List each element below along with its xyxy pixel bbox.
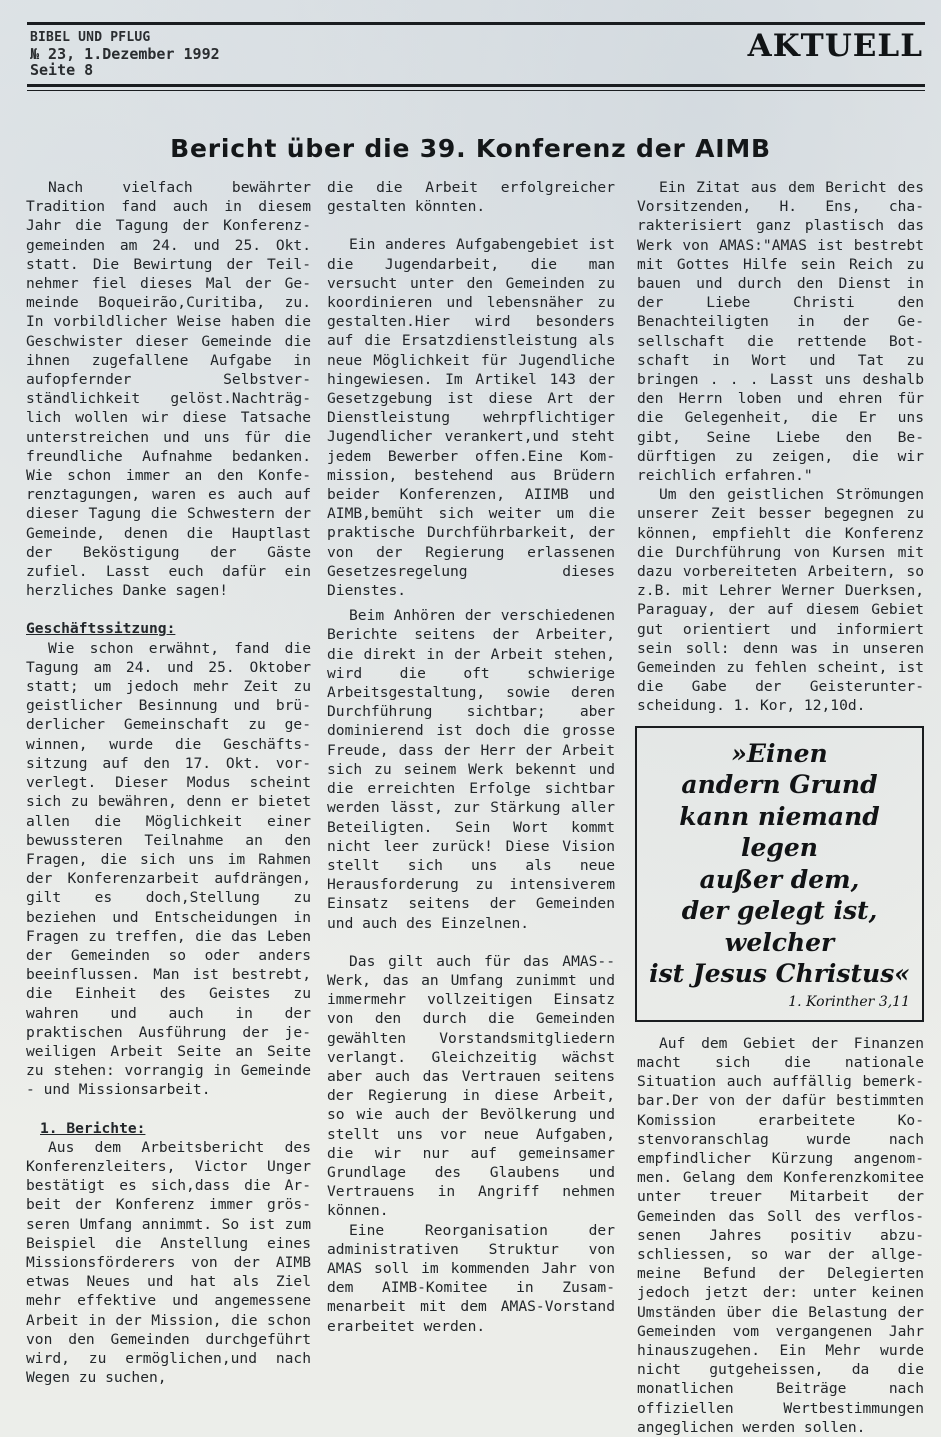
paragraph: Wie schon erwähnt, fand die Tagung am 24. und 25. Oktober statt; um jedoch mehr Zeit zu geistlicher Besinnung und brüderlicher Gemeinschaft zu gewinnen, wurde die Geschäftssitzung auf den 17. Okt. vorverlegt. Dieser Modus scheint sich zu bewähren, denn er bietet allen die Möglichkeit einer bewussteren Teilnahme an den Fragen, die sich uns im Rahmen der Konferenzarbeit aufdrängen, gilt es doch,Stellung zu beziehen und Entscheidungen in Fragen zu treffen, die das Leben der Gemeinden so oder anders beeinflussen. Man ist bestrebt, die Einheit des Geistes zu wahren und auch in der praktischen Ausführung der jeweiligen Arbeit Seite an Seite zu stehen: vorrangig in Gemeinde - und Missionsarbeit. (26, 639, 311, 1099)
page-line: Seite 8 (30, 61, 94, 79)
paragraph: Beim Anhören der verschiedenen Berichte seitens der Arbeiter, die direkt in der Arbeit stehen, wird die oft schwierige Arbeitsgestaltung, sowie deren Durchführung sichtbar; aber dominierend ist doch die grosse Freude, dass der Herr der Arbeit sich zu seinem Werk bekennt und die erreichten Erfolge sichtbar werden lässt, zur Stärkung aller Beteiligten. Sein Wort kommt nicht leer zurück! Diese Vision stellt sich uns als neue Herausforderung zu intensiverem Einsatz seitens der Gemeinden und auch des Einzelnen. (327, 607, 615, 932)
article-headline: Bericht über die 39. Konferenz der AIMB (170, 133, 771, 163)
quote-line: andern Grund (681, 770, 878, 800)
quote-line: außer dem, (699, 864, 860, 894)
top-rule (27, 22, 925, 25)
paragraph: Das gilt auch für das AMAS--Werk, das an Umfang zunimmt und immermehr vollzeitigen Einsatz von den durch die Gemeinden gewählten Vorstandsmitgliedern verlangt. Gleichzeitig wächst aber auch das Vertrauen seitens der Regierung in diese Arbeit, so wie auch der Bevölkerung und stellt uns vor neue Aufgaben, die wir nur auf gemeinsamer Grundlage des Glaubens und Vertrauens in Angriff nehmen können. (327, 952, 615, 1220)
quote-line: kann niemand legen (679, 801, 880, 863)
paragraph: Um den geistlichen Strömungen unserer Zeit besser begegnen zu können, empfiehlt die Konferenz die Durchführung von Kursen mit dazu vorbereiteten Arbeitern, so z.B. mit Lehrer Werner Duerksen, Paraguay, der auf diesem Gebiet gut orientiert und informiert sein soll: denn was in unseren Gemeinden zu fehlen scheint, ist die Gabe der Geisterunterscheidung. 1. Kor, 12,10d. (637, 486, 924, 715)
quote-line: »Einen (731, 738, 828, 768)
paragraph: Nach vielfach bewährter Tradition fand auch in diesem Jahr die Tagung der Konferenzgemeinden am 24. und 25. Okt. statt. Die Bewirtung der Teilnehmer fiel dieses Mal der Gemeinde Boqueirão,Curitiba, zu. In vorbildlicher Weise haben die Geschwister dieser Gemeinde die ihnen zugefallene Aufgabe in aufopfernder Selbstverständlichkeit gelöst.Nachträglich wollen wir diese Tatsache unterstreichen und uns für die freundliche Aufnahme bedanken. Wie schon immer an den Konferenztagungen, waren es auch auf dieser Tagung die Schwestern der Gemeinde, denen die Hauptlast der Beköstigung der Gäste zufiel. Lasst euch dafür ein herzliches Danke sagen! (26, 179, 311, 600)
paragraph: Auf dem Gebiet der Finanzen macht sich die nationale Situation auch auffällig bemerkbar.Der von der dafür bestimmten Komission erarbeitete Kostenvoranschlag wurde nach empfindlicher Kürzung angenommen. Gelang dem Konferenzkomitee unter treuer Mitarbeit der Gemeinden das Soll des verflossenen Jahres positiv abzuschliessen, so war der allgemeine Befund der Delegierten jedoch jetzt der: unter keinen Umständen über die Belastung der Gemeinden vom vergangenen Jahr hinauszugehen. Ein Mehr wurde nicht gutgeheissen, da die monatlichen Beiträge nach offiziellen Wertbestimmungen angeglichen werden sollen. (637, 1034, 924, 1436)
column-2 (327, 178, 615, 1336)
paragraph: die die Arbeit erfolgreicher gestalten könnten. (327, 179, 615, 216)
quote-line: der gelegt ist, welcher (681, 896, 878, 957)
publication-name: BIBEL UND PFLUG (30, 30, 151, 45)
header-rule (27, 84, 925, 87)
column-1 (26, 178, 311, 1387)
paragraph: Ein Zitat aus dem Bericht des Vorsitzenden, H. Ens, charakterisiert ganz plastisch das Werk von AMAS:"AMAS ist bestrebt mit Gottes Hilfe sein Reich zu bauen und durch den Dienst in der Liebe Christi den Benachteiligten in der Gesellschaft die rettende Botschaft in Wort und Tat zu bringen . . . Lasst uns deshalb den Herrn loben und ehren für die Gelegenheit, die Er uns gibt, Seine Liebe den Bedürftigen zu zeigen, die wir reichlich erfahren." (637, 179, 924, 485)
section-label: AKTUELL (747, 28, 923, 64)
issue-line: № 23, 1.Dezember 1992 (30, 45, 220, 63)
masthead (30, 30, 220, 78)
paragraph: Ein anderes Aufgabengebiet ist die Jugendarbeit, die man versucht unter den Gemeinden zu koordinieren und lebensnäher zu gestalten.Hier wird besonders auf die Ersatzdienstleistung als neue Möglichkeit für Jugendliche hingewiesen. Im Artikel 143 der Gesetzgebung ist diese Art der Dienstleistung wehrpflichtiger Jugendlicher verankert,und steht jedem Bewerber offen.Eine Kommission, bestehend aus Brüdern beider Konferenzen, AIIMB und AIMB,bemüht sich weiter um die praktische Durchführbarkeit, der von der Regierung erlassenen Gesetzesregelung dieses Dienstes. (327, 236, 615, 600)
paragraph: Aus dem Arbeitsbericht des Konferenzleiters, Victor Unger bestätigt es sich,dass die Arbeit der Konferenz immer grösseren Umfang annimmt. So ist zum Beispiel die Anstellung eines Missionsförderers von der AIMB etwas Neues und hat als Ziel mehr effektive und angemessene Arbeit in der Mission, die schon von den Gemeinden durchgeführt wird, zu ermöglichen,und nach Wegen zu suchen, (26, 1138, 311, 1387)
quote-reference: 1. Korinther 3,11 (788, 993, 910, 1010)
column-3 (637, 178, 924, 1437)
paragraph: Eine Reorganisation der administrativen Struktur von AMAS soll im kommenden Jahr von dem AIMB-Komitee in Zusammenarbeit mit dem AMAS-Vorstand erarbeitet werden. (327, 1221, 615, 1335)
bible-quote-box (635, 726, 924, 1022)
header-rule-thin (27, 90, 925, 91)
subheading-berichte: 1. Berichte: (40, 1119, 146, 1137)
subheading-geschaeftssitzung: Geschäftssitzung: (26, 620, 176, 638)
quote-line: ist Jesus Christus« (649, 959, 910, 989)
